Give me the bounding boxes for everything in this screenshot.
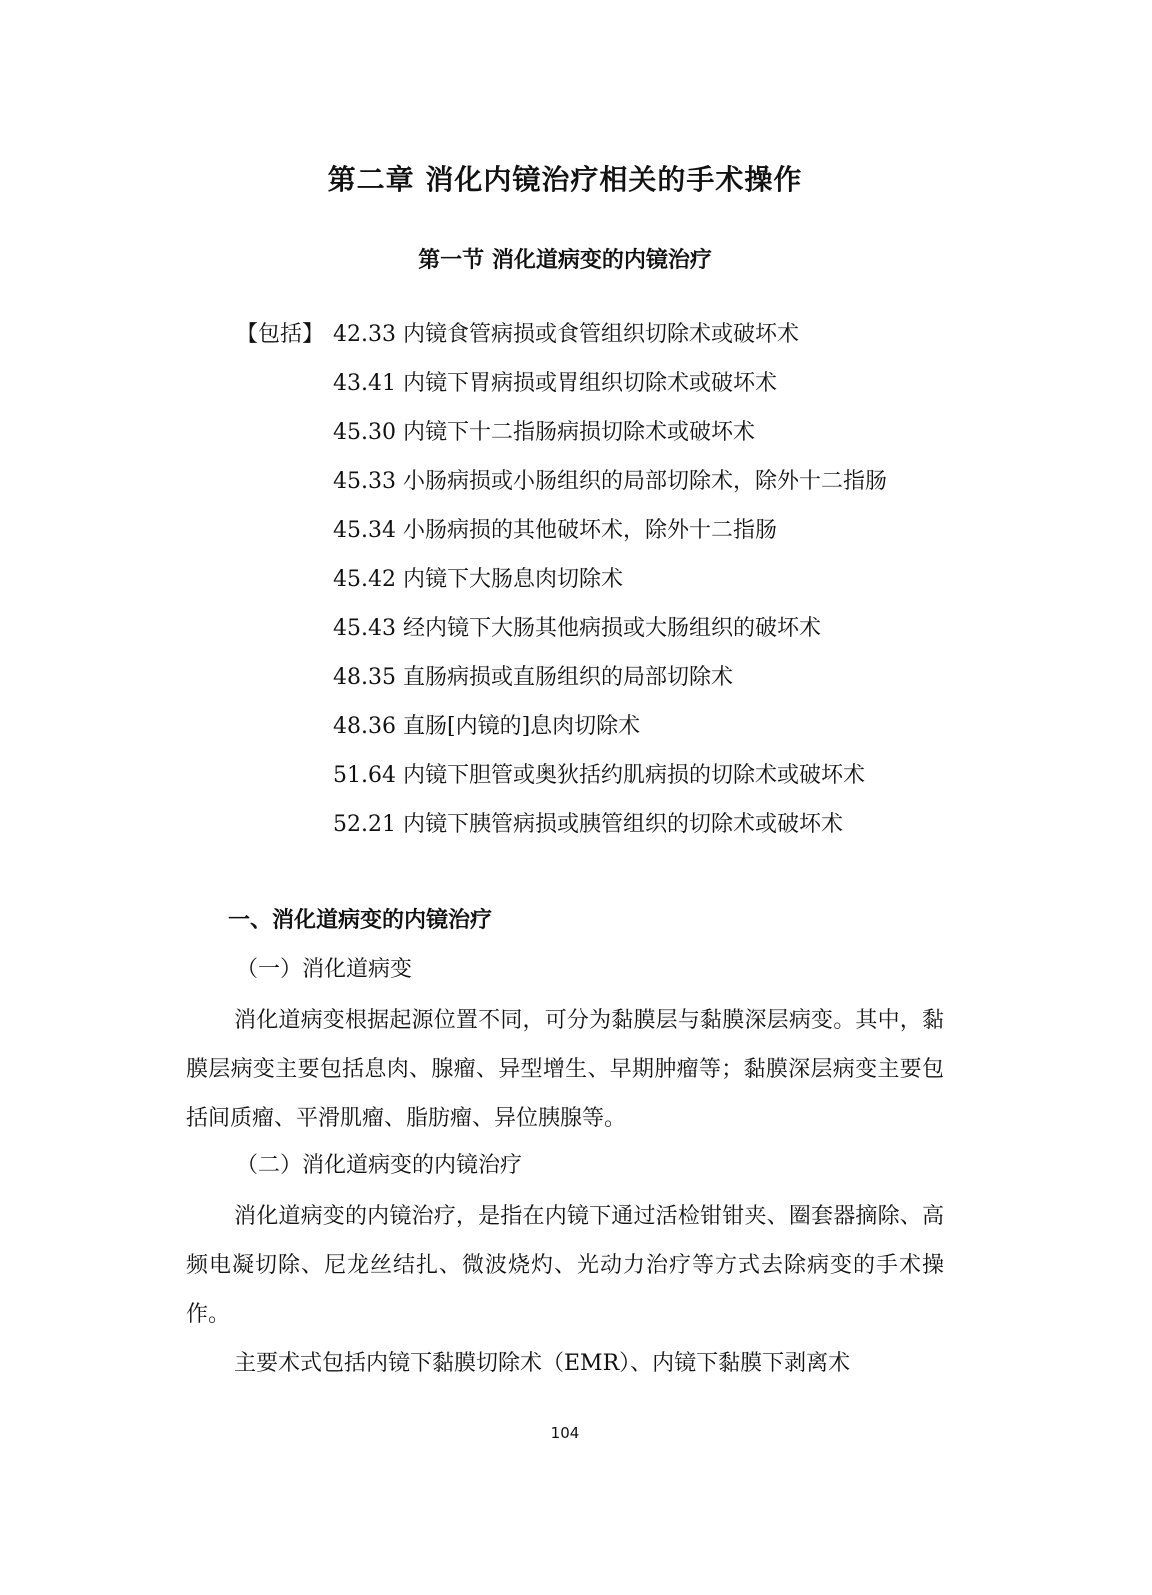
list-item <box>333 515 777 547</box>
procedure-name: 内镜下十二指肠病损切除术或破坏术 <box>403 420 756 445</box>
procedure-name: 内镜下大肠息肉切除术 <box>403 567 624 592</box>
procedure-name: 内镜下胰管病损或胰管组织的切除术或破坏术 <box>403 812 844 837</box>
procedure-name: 经内镜下大肠其他病损或大肠组织的破坏术 <box>403 616 822 641</box>
list-item <box>333 417 755 449</box>
procedure-code: 45.30 <box>333 420 396 445</box>
paragraph-3: 主要术式包括内镜下黏膜切除术（EMR）、内镜下黏膜下剥离术 <box>234 1351 851 1376</box>
procedure-name: 内镜下胆管或奥狄括约肌病损的切除术或破坏术 <box>403 763 866 788</box>
includes-label: 【包括】 <box>236 322 325 347</box>
list-item <box>333 564 623 596</box>
list-item <box>333 613 821 645</box>
chapter-title: 第二章 消化内镜治疗相关的手术操作 <box>327 163 803 196</box>
procedure-code: 42.33 <box>333 322 396 347</box>
list-item <box>333 760 865 792</box>
paragraph-2: 消化道病变的内镜治疗，是指在内镜下通过活检钳钳夹、圈套器摘除、高频电凝切除、尼龙丝结扎、微波烧灼、光动力治疗等方式去除病变的手术操作。 <box>186 1204 944 1327</box>
page-number: 104 <box>550 1424 580 1442</box>
procedure-code: 48.35 <box>333 665 396 690</box>
procedure-name: 直肠[内镜的]息肉切除术 <box>403 714 641 739</box>
list-item <box>333 466 887 498</box>
procedure-code: 43.41 <box>333 371 396 396</box>
procedure-code: 45.33 <box>333 469 396 494</box>
heading-level-1: 一、消化道病变的内镜治疗 <box>228 908 493 933</box>
subheading-1: （一）消化道病变 <box>236 957 413 982</box>
procedure-name: 小肠病损的其他破坏术，除外十二指肠 <box>403 518 778 543</box>
procedure-code: 45.42 <box>333 567 396 592</box>
list-item <box>333 368 777 400</box>
list-item <box>333 319 799 351</box>
paragraph-1: 消化道病变根据起源位置不同，可分为黏膜层与黏膜深层病变。其中，黏膜层病变主要包括息肉、腺瘤、异型增生、早期肿瘤等；黏膜深层病变主要包括间质瘤、平滑肌瘤、脂肪瘤、异位胰腺等。 <box>186 1008 944 1131</box>
procedure-code: 45.43 <box>333 616 396 641</box>
procedure-name: 内镜食管病损或食管组织切除术或破坏术 <box>403 322 800 347</box>
procedure-name: 内镜下胃病损或胃组织切除术或破坏术 <box>403 371 778 396</box>
list-item <box>333 711 640 743</box>
procedure-name: 直肠病损或直肠组织的局部切除术 <box>403 665 734 690</box>
subheading-2: （二）消化道病变的内镜治疗 <box>236 1153 523 1178</box>
procedure-name: 小肠病损或小肠组织的局部切除术，除外十二指肠 <box>403 469 888 494</box>
list-item <box>333 809 843 841</box>
procedure-code: 48.36 <box>333 714 396 739</box>
procedure-code: 51.64 <box>333 763 396 788</box>
section-title: 第一节 消化道病变的内镜治疗 <box>418 248 712 273</box>
list-item <box>333 662 733 694</box>
procedure-code: 52.21 <box>333 812 396 837</box>
procedure-code: 45.34 <box>333 518 396 543</box>
